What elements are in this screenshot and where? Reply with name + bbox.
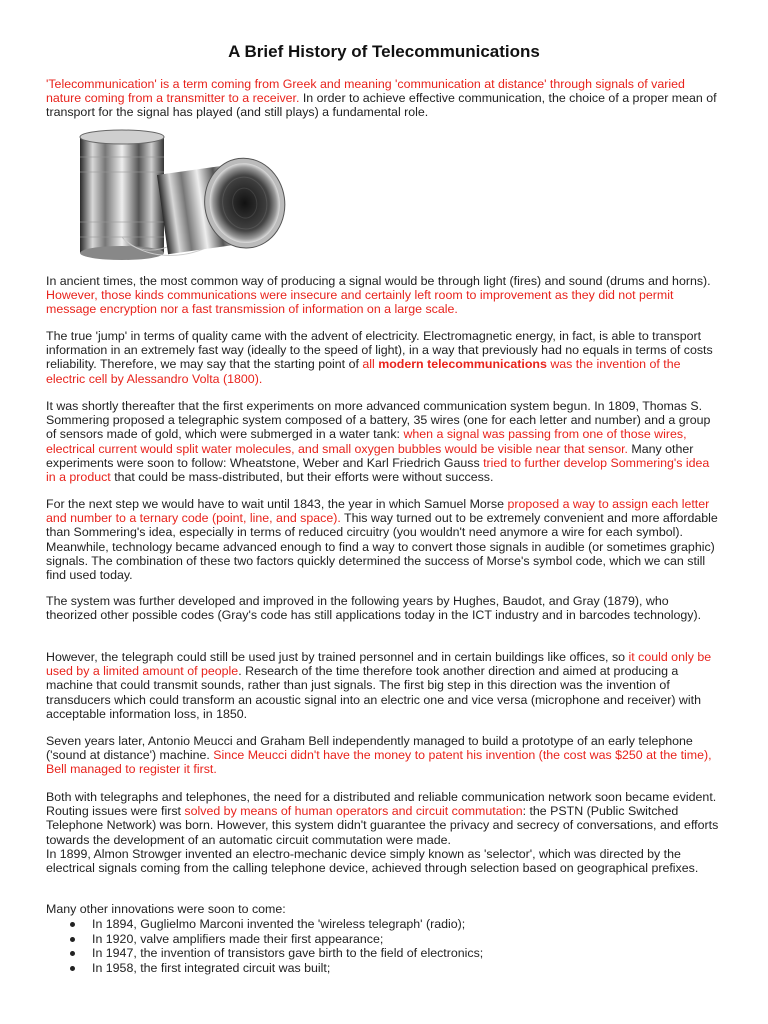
meucci-text: Seven years later, Antonio Meucci and Graham Bell independently managed to build a prototype of an early telephone ('sound at distance') machine.: [46, 734, 693, 763]
list-item: [46, 917, 722, 932]
bullet-icon: [70, 951, 75, 956]
network-text-1: Both with telegraphs and telephones, the need for a distributed and reliable communication network soon became evident. Routing issues were first: [46, 790, 717, 819]
telegraph-paragraph: [46, 650, 722, 721]
ancient-highlight: However, those kinds communications were insecure and certainly left room to improvement as they did not permit message encryption nor a fast transmission of information on a large scale.: [46, 288, 674, 317]
jump-bold-highlight: modern telecommunications: [378, 357, 547, 372]
bullet-icon: [70, 937, 75, 942]
bullet-icon: [70, 922, 75, 927]
list-item: [46, 946, 722, 961]
system-text: The system was further developed and improved in the following years by Hughes, Baudot, and Gray (1879), who theorized other possible codes (Gray's code has still applications today in the ICT industry and in barcodes technology).: [46, 594, 702, 623]
telegraph-text-1: However, the telegraph could still be used just by trained personnel and in certain buildings like offices, so: [46, 650, 629, 664]
jump-highlight-1: all: [362, 357, 379, 372]
list-item-text: In 1920, valve amplifiers made their first appearance;: [92, 931, 384, 946]
meucci-paragraph: [46, 734, 722, 777]
intro-paragraph: [46, 77, 722, 120]
sommering-highlight-2: tried to further develop Sommering's idea in a product: [46, 455, 710, 485]
telegraph-highlight: it could only be used by a limited amount of people: [46, 650, 712, 679]
ancient-paragraph: [46, 274, 722, 317]
list-item-text: In 1894, Guglielmo Marconi invented the 'wireless telegraph' (radio);: [92, 917, 466, 931]
sommering-text-1: It was shortly thereafter that the first experiments on more advanced communication system begun. In 1809, Thomas S. Sommering proposed a telegraphic system composed of a battery, 35 wires (one for each letter and number) and a group of sensors made of gold, which were submerged in a water tank:: [46, 399, 711, 442]
list-item-text: In 1958, the first integrated circuit was built;: [92, 960, 331, 975]
innovations-intro: Many other innovations were soon to come:: [46, 902, 286, 916]
innovations-paragraph: [46, 902, 722, 916]
jump-paragraph: [46, 329, 722, 386]
sommering-text-2: Many other experiments were soon to follow: Wheatstone, Weber and Karl Friedrich Gauss: [46, 441, 694, 470]
intro-highlight: 'Telecommunication' is a term coming from Greek and meaning 'communication at distance' through signals of varied nature coming from a transmitter to a receiver.: [46, 77, 685, 106]
jump-highlight-2: was the invention of the electric cell by Alessandro Volta (1800).: [46, 357, 681, 386]
sommering-highlight-1: when a signal was passing from one of those wires, electrical current would split water molecules, and small oxygen bubbles would be visible near that sensor.: [46, 427, 687, 456]
list-item: [46, 961, 722, 976]
morse-text-1: For the next step we would have to wait until 1843, the year in which Samuel Morse: [46, 497, 508, 511]
innovations-list: [46, 917, 722, 975]
ancient-text: In ancient times, the most common way of producing a signal would be through light (fires) and sound (drums and horns).: [46, 274, 711, 288]
system-paragraph: [46, 594, 722, 622]
morse-paragraph: [46, 497, 722, 582]
intro-text: In order to achieve effective communication, the choice of a proper mean of transport for the signal has played (and still plays) a fundamental role.: [46, 91, 717, 120]
jump-text: The true 'jump' in terms of quality came with the advent of electricity. Electromagnetic energy, in fact, is able to transport information in an extremely fast way (ideally to the speed of light), in a way that previously had no equals in terms of costs reliability. Therefore, we may say that the starting point of: [46, 329, 713, 372]
network-text-2: : the PSTN (Public Switched Telephone Network) was born. However, this system didn't guarantee the privacy and secrecy of conversations, and efforts towards the development of an automatic circuit commutation were made.: [46, 804, 719, 847]
network-text-3: In 1899, Almon Strowger invented an electro-mechanic device simply known as 'selector', which was directed by the electrical signals coming from the calling telephone device, achieved through selection based on geographical prefixes.: [46, 846, 699, 876]
meucci-highlight: Since Meucci didn't have the money to patent his invention (the cost was $250 at the time), Bell managed to register it first.: [46, 748, 712, 777]
morse-text-2: This way turned out to be extremely convenient and more affordable than Sommering's idea, especially in terms of reduced circuitry (you wouldn't need anymore a wire for each symbol). Meanwhile, technology became advanced enough to find a way to convert those signals in audible (or sometimes graphic) signals. The combination of these two factors quickly determined the success of Morse's symbol code, which we can still find used today.: [46, 511, 718, 583]
network-highlight: solved by means of human operators and circuit commutation: [184, 804, 523, 819]
tin-can-telephone-image: [72, 127, 294, 265]
morse-highlight: proposed a way to assign each letter and number to a ternary code (point, line, and space).: [46, 497, 710, 526]
telegraph-text-2: . Research of the time therefore took another direction and aimed at producing a machine that could transmit sounds, rather than just signals. The first big step in this direction was the invention of transducers which could transform an acoustic signal into an electric one and vice versa (microphone and receiver) with acceptable information loss, in 1850.: [46, 664, 701, 721]
list-item: [46, 932, 722, 947]
list-item-text: In 1947, the invention of transistors gave birth to the field of electronics;: [92, 946, 484, 960]
sommering-text-3: that could be mass-distributed, but their efforts were without success.: [110, 470, 494, 485]
sommering-paragraph: [46, 399, 722, 484]
bullet-icon: [70, 966, 75, 971]
page-title: A Brief History of Telecommunications: [228, 42, 540, 61]
network-paragraph: [46, 790, 722, 875]
